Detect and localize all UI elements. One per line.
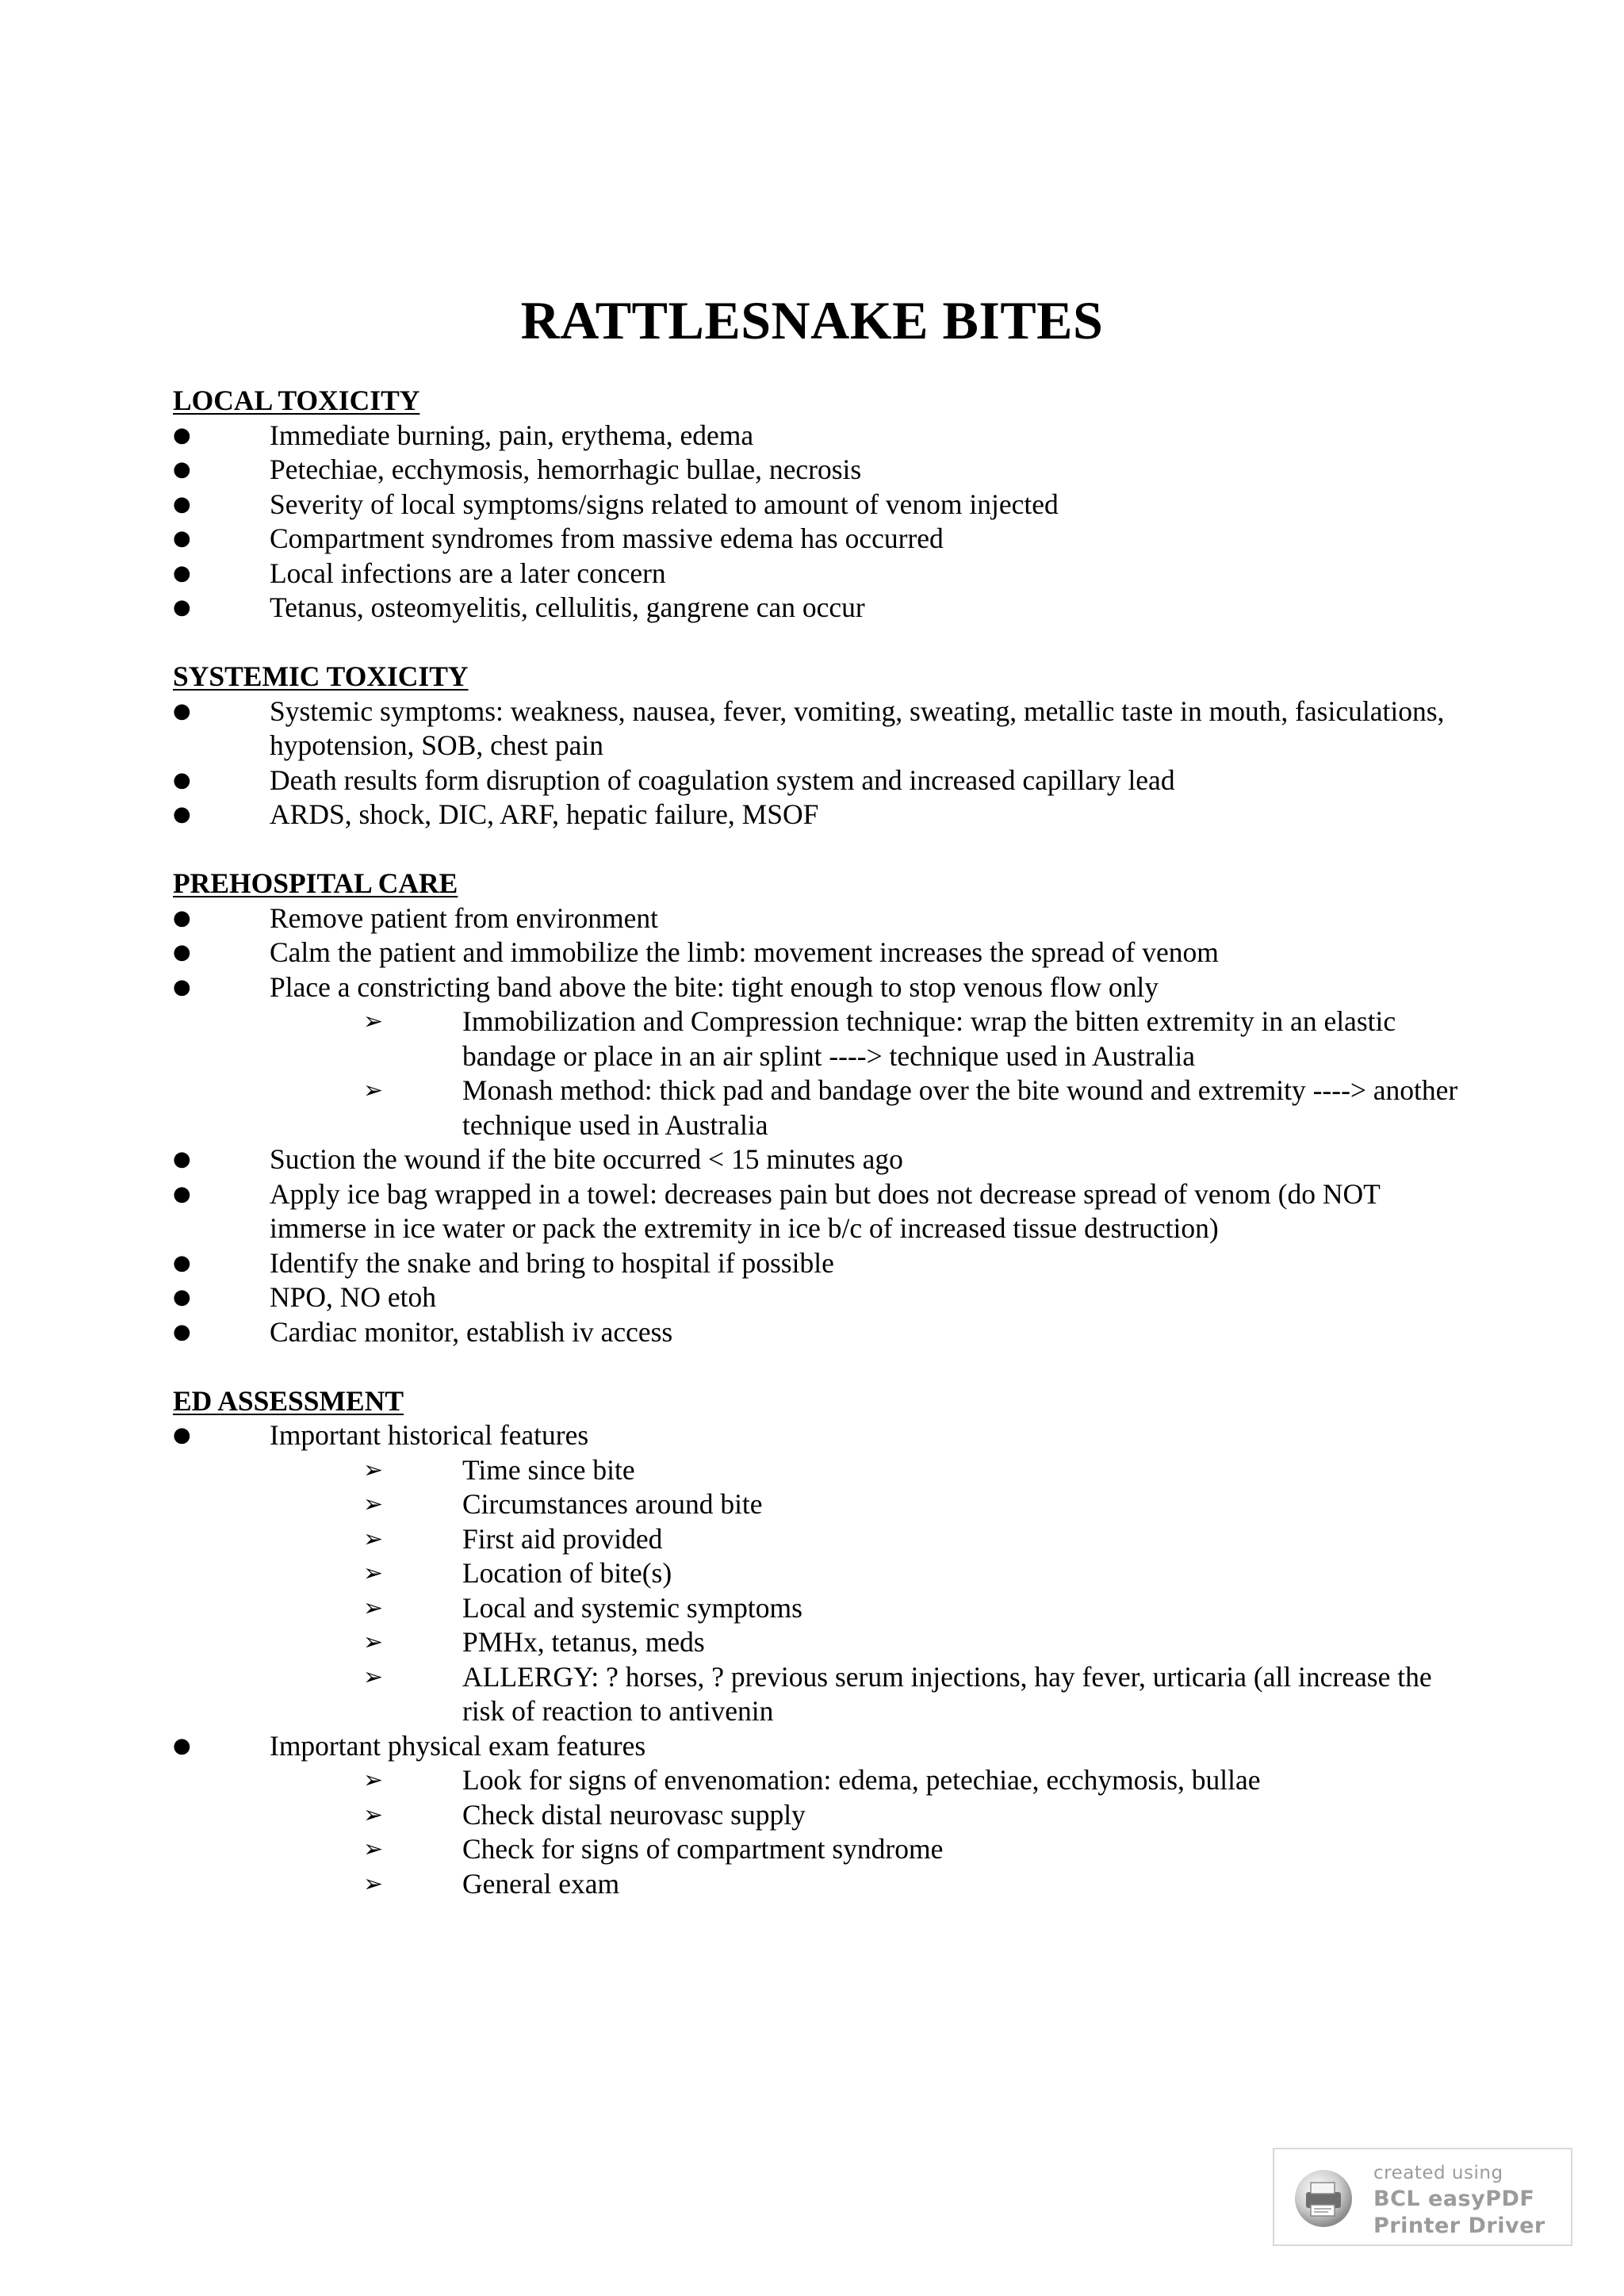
sub-list-item: [173, 1763, 1473, 1798]
list-item-text: Cardiac monitor, establish iv access: [270, 1315, 673, 1348]
bullet-icon: ●: [173, 457, 191, 481]
list-item: [173, 1177, 1473, 1246]
bullet-icon: ●: [173, 802, 191, 826]
list-item: [173, 1315, 1473, 1350]
bullet-icon: ●: [173, 595, 191, 619]
sub-list-item: [173, 1832, 1473, 1867]
section-heading: ED ASSESSMENT: [173, 1384, 404, 1417]
list-item: [173, 1142, 1473, 1177]
sub-list-item-text: Circumstances around bite: [462, 1488, 763, 1520]
list-item: [173, 695, 1473, 763]
sub-list-item-text: General exam: [462, 1867, 620, 1900]
list-item: [173, 1729, 1473, 1764]
section: [173, 867, 1473, 1349]
list-item-text: Death results form disruption of coagulation system and increased capillary lead: [270, 763, 1175, 796]
watermark-line-2: BCL easyPDF: [1373, 2187, 1535, 2211]
list-item: [173, 522, 1473, 557]
bullet-icon: ●: [173, 767, 191, 792]
list-item-text: ARDS, shock, DIC, ARF, hepatic failure, MSOF: [270, 798, 819, 830]
section-heading: LOCAL TOXICITY: [173, 385, 420, 416]
section: [173, 1384, 1473, 1902]
printer-logo-icon: [1293, 2168, 1354, 2229]
arrow-bullet-icon: ➢: [363, 1800, 384, 1829]
bullet-icon: ●: [173, 1147, 191, 1171]
list-item: [173, 901, 1473, 936]
sub-list-item: [173, 1004, 1473, 1073]
list-item-text: Important historical features: [270, 1419, 589, 1451]
list-item: [173, 763, 1473, 798]
list-item-text: NPO, NO etoh: [270, 1281, 437, 1313]
bullet-icon: ●: [173, 1423, 191, 1447]
arrow-bullet-icon: ➢: [363, 1766, 384, 1794]
list-item-text: Suction the wound if the bite occurred < 15 minutes ago: [270, 1143, 903, 1175]
sub-list-item-text: Local and systemic symptoms: [462, 1591, 802, 1624]
list-item: [173, 1246, 1473, 1281]
list-item: [173, 419, 1473, 453]
list-item: [173, 488, 1473, 522]
sub-list-item-text: Check for signs of compartment syndrome: [462, 1833, 944, 1865]
list-item: [173, 936, 1473, 970]
list-item: [173, 970, 1473, 1005]
watermark-line-1: created using: [1373, 2163, 1503, 2183]
bullet-icon: ●: [173, 423, 191, 447]
bullet-icon: ●: [173, 561, 191, 585]
watermark-badge: [1273, 2148, 1572, 2246]
bullet-icon: ●: [173, 1181, 191, 1206]
list-item: [173, 798, 1473, 832]
list-item-text: Calm the patient and immobilize the limb: movement increases the spread of venom: [270, 936, 1219, 968]
list-item-text: Severity of local symptoms/signs related to amount of venom injected: [270, 488, 1059, 520]
sub-list-item: [173, 1625, 1473, 1660]
sub-list-item-text: Look for signs of envenomation: edema, petechiae, ecchymosis, bullae: [462, 1764, 1261, 1796]
sub-list-item: [173, 1487, 1473, 1522]
bullet-icon: ●: [173, 974, 191, 999]
sub-list-item: [173, 1798, 1473, 1833]
list-item: [173, 557, 1473, 591]
arrow-bullet-icon: ➢: [363, 1490, 384, 1518]
list-item-text: Tetanus, osteomyelitis, cellulitis, gangrene can occur: [270, 591, 865, 623]
watermark-line-3: Printer Driver: [1373, 2214, 1545, 2238]
section-heading: SYSTEMIC TOXICITY: [173, 660, 469, 692]
list-item-text: Important physical exam features: [270, 1729, 646, 1762]
bullet-icon: ●: [173, 698, 191, 723]
sub-list-item-text: Monash method: thick pad and bandage over the bite wound and extremity ----> another technique used in Australia: [462, 1074, 1458, 1141]
arrow-bullet-icon: ➢: [363, 1869, 384, 1898]
arrow-bullet-icon: ➢: [363, 1835, 384, 1863]
section-heading: PREHOSPITAL CARE: [173, 867, 458, 899]
list-item-text: Immediate burning, pain, erythema, edema: [270, 419, 754, 451]
list-item-text: Remove patient from environment: [270, 901, 658, 934]
list-item: [173, 1280, 1473, 1315]
sub-list-item-text: First aid provided: [462, 1522, 663, 1555]
sub-list-item: [173, 1522, 1473, 1557]
sub-list-item-text: Time since bite: [462, 1453, 635, 1486]
list-item: [173, 591, 1473, 626]
sub-list-item: [173, 1591, 1473, 1626]
list-item-text: Identify the snake and bring to hospital if possible: [270, 1246, 834, 1279]
list-item: [173, 453, 1473, 488]
list-item: [173, 1418, 1473, 1453]
bullet-icon: ●: [173, 492, 191, 516]
sub-list-item-text: Check distal neurovasc supply: [462, 1798, 806, 1831]
list-item-text: Systemic symptoms: weakness, nausea, fever, vomiting, sweating, metallic taste in mouth, fasiculations, hypotension, SOB, chest pain: [270, 695, 1445, 761]
bullet-icon: ●: [173, 1733, 191, 1758]
bullet-icon: ●: [173, 1250, 191, 1275]
section: [173, 660, 1473, 832]
sub-list-item: [173, 1660, 1473, 1729]
sub-list-item-text: PMHx, tetanus, meds: [462, 1626, 705, 1658]
arrow-bullet-icon: ➢: [363, 1077, 384, 1104]
watermark-text: [1373, 2160, 1545, 2240]
sub-list-item-text: Immobilization and Compression technique: wrap the bitten extremity in an elastic bandage or place in an air splint ----> technique used in Australia: [462, 1005, 1396, 1072]
arrow-bullet-icon: ➢: [363, 1525, 384, 1553]
list-item-text: Petechiae, ecchymosis, hemorrhagic bullae, necrosis: [270, 453, 862, 485]
arrow-bullet-icon: ➢: [363, 1559, 384, 1587]
list-item-text: Place a constricting band above the bite: tight enough to stop venous flow only: [270, 970, 1159, 1003]
arrow-bullet-icon: ➢: [363, 1663, 384, 1691]
arrow-bullet-icon: ➢: [363, 1594, 384, 1622]
sub-list-item: [173, 1556, 1473, 1591]
sub-list-item-text: Location of bite(s): [462, 1557, 672, 1589]
bullet-icon: ●: [173, 1285, 191, 1309]
sub-list-item-text: ALLERGY: ? horses, ? previous serum injections, hay fever, urticaria (all increase the risk of reaction to antivenin: [462, 1660, 1432, 1727]
bullet-icon: ●: [173, 905, 191, 930]
arrow-bullet-icon: ➢: [363, 1008, 384, 1035]
section: [173, 384, 1473, 626]
sub-list-item: [173, 1073, 1473, 1142]
list-item-text: Apply ice bag wrapped in a towel: decreases pain but does not decrease spread of venom (do NOT immerse in ice water or pack the extremity in ice b/c of increased tissue destruction): [270, 1177, 1381, 1244]
page-title: RATTLESNAKE BITES: [520, 290, 1104, 350]
bullet-icon: ●: [173, 526, 191, 550]
list-item-text: Compartment syndromes from massive edema has occurred: [270, 522, 944, 554]
document-body: [173, 384, 1473, 1936]
arrow-bullet-icon: ➢: [363, 1456, 384, 1484]
arrow-bullet-icon: ➢: [363, 1628, 384, 1656]
sub-list-item: [173, 1867, 1473, 1902]
bullet-icon: ●: [173, 940, 191, 964]
bullet-icon: ●: [173, 1319, 191, 1344]
list-item-text: Local infections are a later concern: [270, 557, 666, 589]
sub-list-item: [173, 1453, 1473, 1488]
